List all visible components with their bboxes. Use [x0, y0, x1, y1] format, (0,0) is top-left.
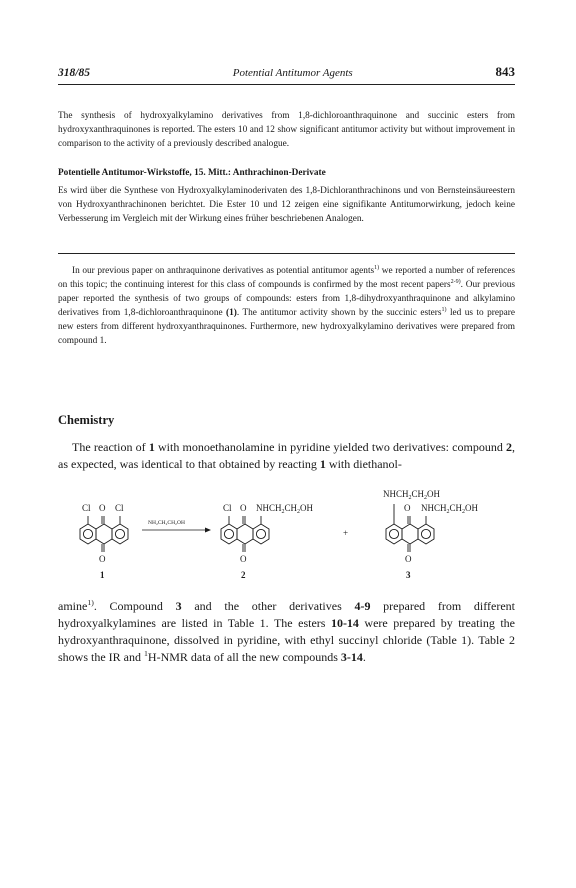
running-head	[58, 64, 515, 80]
reagent-label: NH₂CH₂CH₂OH	[148, 520, 185, 526]
reference: 1)	[374, 264, 380, 271]
header-rule	[58, 84, 515, 85]
reference: 1)	[441, 306, 447, 313]
running-title: Potential Antitumor Agents	[232, 67, 353, 79]
atom-label: Cl	[82, 503, 91, 513]
atom-label: Cl	[115, 503, 124, 513]
chemistry-paragraph-1: The reaction of 1 with monoethanolamine in pyridine yielded two derivatives: compound 2, as expected, was identical to that obtained by reacting 1 with diethanol-	[58, 440, 516, 471]
atom-label: O	[99, 554, 106, 564]
compound-label-1: 1	[100, 570, 105, 580]
reaction-scheme	[58, 482, 518, 582]
reaction-arrow	[142, 528, 211, 533]
intro-paragraph: In our previous paper on anthraquinone derivatives as potential antitumor agents$^{1)}$ we reported a number of references on this topic; the continuing interest for this class of compounds is confirmed by the most recent papers$^{2-9)}$. Our previous paper reported the synthesis of two groups of compounds: esters from 1,8-dihydroxyanthraquinone and alkylamino derivatives from 1,8-dichloroanthraquinone (1). The antitumor activity shown by the succinic esters$^{1)}$ led us to prepare new esters from different hydroxyanthraquinones. Furthermore, new hydroxyalkylamino derivatives were prepared from compound 1.	[58, 264, 516, 346]
structure-compound-2	[221, 516, 269, 552]
structure-compound-1	[80, 516, 128, 552]
atom-label: O	[99, 503, 106, 513]
abstract-english	[58, 109, 515, 151]
substituent-label: $NHCH_2CH_2OH$	[256, 503, 314, 515]
chemistry-paragraph-2: amine$^{1)}$. Compound 3 and the other derivatives 4-9 prepared from different hydroxyalkylamines are listed in Table 1. The esters 10-14 were prepared by treating the hydroxyanthraquinone, dissolved in pyridine, with ethyl succinyl chloride (Table 1). Table 2 shows the IR and $^1$H-NMR data of all the new compounds 3-14.	[58, 598, 515, 664]
compound-label-2: 2	[241, 570, 246, 580]
abstract-english-text: The synthesis of hydroxyalkylamino derivatives from 1,8-dichloroanthraquinone and succinic esters from hydroxyxanthraquinones is reported. The esters 10 and 12 show significant antitumor activity but without improvement in comparison to the activity of a previously described analogue.	[58, 111, 515, 149]
reference: 1)	[87, 598, 94, 607]
page-number: 843	[495, 64, 515, 79]
substituent-label: $NHCH_2CH_2OH$	[383, 489, 441, 501]
plus-sign: +	[343, 528, 349, 538]
compound-label-3: 3	[406, 570, 411, 580]
atom-label: O	[405, 554, 412, 564]
reference: 2-9)	[450, 278, 461, 285]
abstract-german	[58, 166, 515, 226]
atom-label: O	[404, 503, 411, 513]
abstract-rule	[58, 253, 515, 254]
atom-label: O	[240, 503, 247, 513]
german-title: Potentielle Antitumor-Wirkstoffe, 15. Mitt.: Anthrachinon-Derivate	[58, 168, 326, 178]
atom-label: O	[240, 554, 247, 564]
atom-label: Cl	[223, 503, 232, 513]
section-heading: Chemistry	[58, 413, 115, 427]
journal-ref: 318/85	[58, 67, 90, 79]
compound-ref: (1)	[226, 308, 237, 318]
german-abstract-text: Es wird über die Synthese von Hydroxyalkylaminoderivaten des 1,8-Dichloranthrachinons und von Bernsteinsäureestern von Hydroxyanthrachinonen berichtet. Die Ester 10 und 12 zeigen eine signifikante Antitumorwirkung, jedoch keine Verbesserung im Vergleich mit der Wirkung eines früher beschriebenen Analogen.	[58, 186, 515, 224]
substituent-label: $NHCH_2CH_2OH$	[421, 503, 479, 515]
